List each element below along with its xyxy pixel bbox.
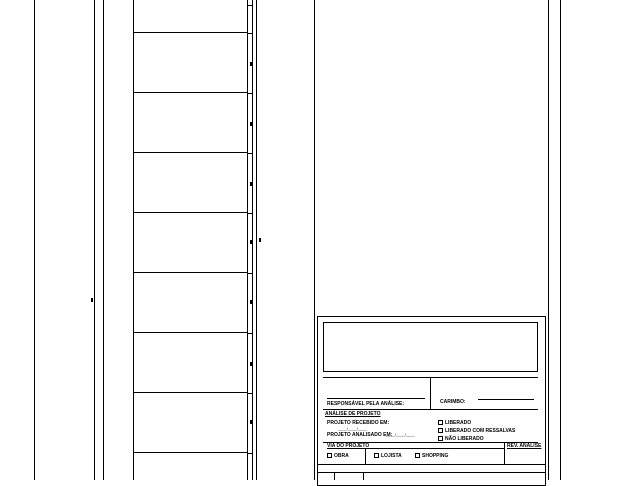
signature-line [478,399,534,400]
via-title: VIA DO PROJETO [327,443,370,449]
stamp-divider [363,472,364,480]
responsavel-label: RESPONSÁVEL PELA ANÁLISE: [327,401,405,407]
tick-mark [248,453,253,454]
status-checkbox-ressalvas[interactable] [438,428,443,433]
analise-title: ANÁLISE DE PROJETO [325,411,381,417]
stamp-divider [430,377,431,409]
tick-mark [248,153,253,154]
stamp-divider [334,472,335,480]
dimension-mark [250,362,252,366]
cell-divider [133,212,247,213]
dimension-mark [250,122,252,126]
dimension-mark [250,300,252,304]
stamp-divider [323,409,538,410]
status-checkbox-liberado[interactable] [438,420,443,425]
border-line [133,0,134,480]
stamp-divider [365,448,366,464]
rev-label: REV. ANÁLISE [507,443,542,449]
tick-mark [248,393,253,394]
analisado-value[interactable]: ____/____/____ [386,432,415,437]
stamp-divider [317,464,546,465]
carimbo-label: CARIMBO: [440,399,466,405]
tick-mark [248,273,253,274]
border-line [252,0,253,480]
via-label-lojista: LOJISTA [381,453,402,459]
via-checkbox-obra[interactable] [327,453,332,458]
tick-mark [248,33,253,34]
cell-divider [133,32,247,33]
border-line [34,0,35,480]
analisado-label: PROJETO ANALISADO EM: [327,432,393,438]
tick-mark [248,93,253,94]
dimension-mark [91,298,93,302]
border-line [548,0,549,480]
via-label-obra: OBRA [334,453,349,459]
stamp-divider [365,448,505,449]
signature-line [327,398,425,399]
via-checkbox-shopping[interactable] [415,453,420,458]
tick-mark [248,5,253,6]
cell-divider [133,332,247,333]
border-line [247,0,248,480]
dimension-mark [250,240,252,244]
tick-mark [248,333,253,334]
stamp-header-box [323,322,538,372]
dimension-mark [250,62,252,66]
via-label-shopping: SHOPPING [422,453,449,459]
via-checkbox-lojista[interactable] [374,453,379,458]
status-label-liberado: LIBERADO [445,420,472,426]
stamp-divider [317,472,546,473]
border-line [314,0,315,480]
recebido-value[interactable]: ____/____/____ [338,426,367,431]
status-label-nao-liberado: NÃO LIBERADO [445,436,484,442]
dimension-mark [259,238,261,242]
border-line [103,0,104,480]
cell-divider [133,452,247,453]
border-line [94,0,95,480]
tick-mark [248,213,253,214]
cell-divider [133,272,247,273]
stamp-divider [504,442,505,464]
status-checkbox-nao-liberado[interactable] [438,436,443,441]
border-line [256,0,257,480]
border-line [560,0,561,480]
cell-divider [133,92,247,93]
dimension-mark [250,420,252,424]
status-label-ressalvas: LIBERADO COM RESSALVAS [445,428,516,434]
cell-divider [133,152,247,153]
dimension-mark [250,182,252,186]
recebido-label: PROJETO RECEBIDO EM: [327,420,390,426]
cell-divider [133,392,247,393]
